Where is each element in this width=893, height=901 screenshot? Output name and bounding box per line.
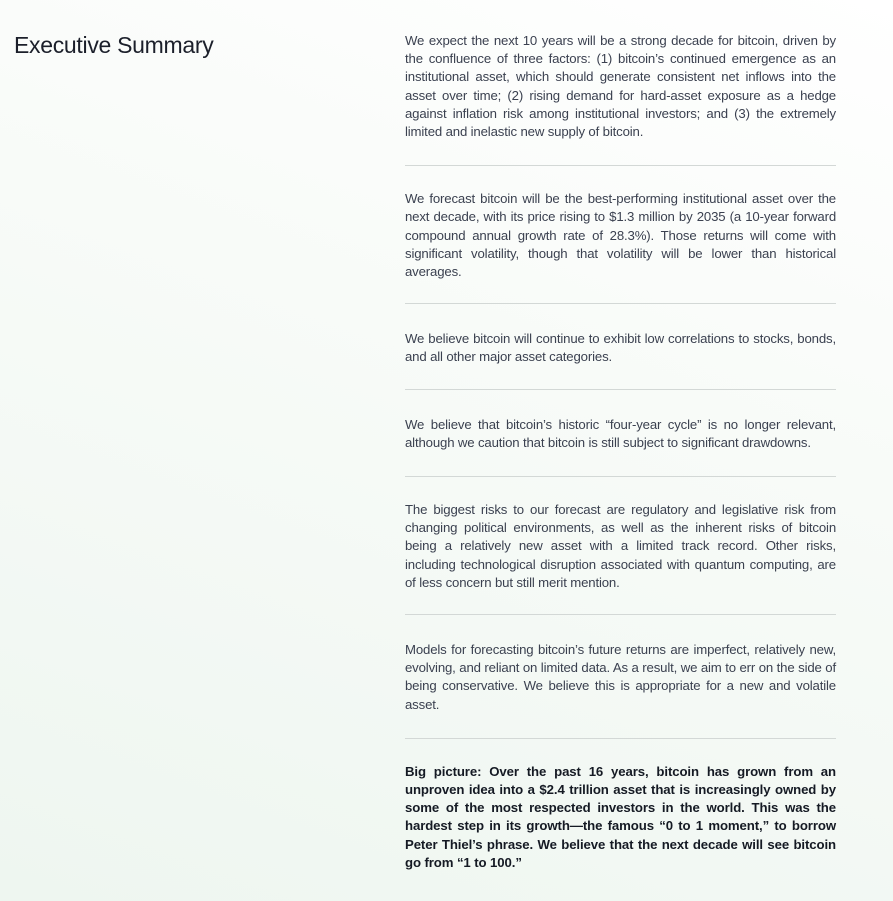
big-picture-paragraph: Big picture: Over the past 16 years, bitcoin has grown from an unproven idea into a $2.4 trillion asset that is increasingly owned by some of the most respected investors in the world. This was the hardest step in its growth—the famous “0 to 1 moment,” to borrow Peter Thiel’s phrase. We believe that the next decade will see bitcoin go from “1 to 100.” — [405, 763, 836, 870]
summary-section — [405, 304, 836, 388]
summary-paragraph: The biggest risks to our forecast are regulatory and legislative risk from changing political environments, as well as the inherent risks of bitcoin being a relatively new asset with a limited track record. Other risks, including technological disruption associated with quantum computing, are of less concern but still merit mention. — [405, 502, 836, 590]
summary-section — [405, 166, 836, 303]
summary-paragraph: We forecast bitcoin will be the best-performing institutional asset over the next decade, with its price rising to $1.3 million by 2035 (a 10-year forward compound annual growth rate of 28.3%). Those returns will come with significant volatility, though that volatility will be lower than historical averages. — [405, 191, 836, 280]
summary-section — [405, 477, 836, 614]
big-picture-section — [405, 739, 836, 872]
summary-paragraph: We believe that bitcoin’s historic “four-year cycle” is no longer relevant, although we caution that bitcoin is still subject to significant drawdowns. — [405, 416, 836, 450]
summary-paragraph: We expect the next 10 years will be a strong decade for bitcoin, driven by the confluence of three factors: (1) bitcoin’s continued emergence as an institutional asset, which should generate consistent net inflows into the asset over time; (2) rising demand for hard-asset exposure as a hedge against inflation risk among institutional investors; and (3) the extremely limited and inelastic new supply of bitcoin. — [405, 33, 836, 140]
summary-section — [405, 32, 836, 165]
page-title: Executive Summary — [14, 32, 214, 58]
summary-paragraph: Models for forecasting bitcoin’s future returns are imperfect, relatively new, evolving, and reliant on limited data. As a result, we aim to err on the side of being conservative. We believe this is appropriate for a new and volatile asset. — [405, 642, 836, 712]
summary-column — [405, 32, 836, 872]
summary-section — [405, 615, 836, 738]
summary-section — [405, 390, 836, 476]
summary-paragraph: We believe bitcoin will continue to exhibit low correlations to stocks, bonds, and all other major asset categories. — [405, 331, 836, 365]
